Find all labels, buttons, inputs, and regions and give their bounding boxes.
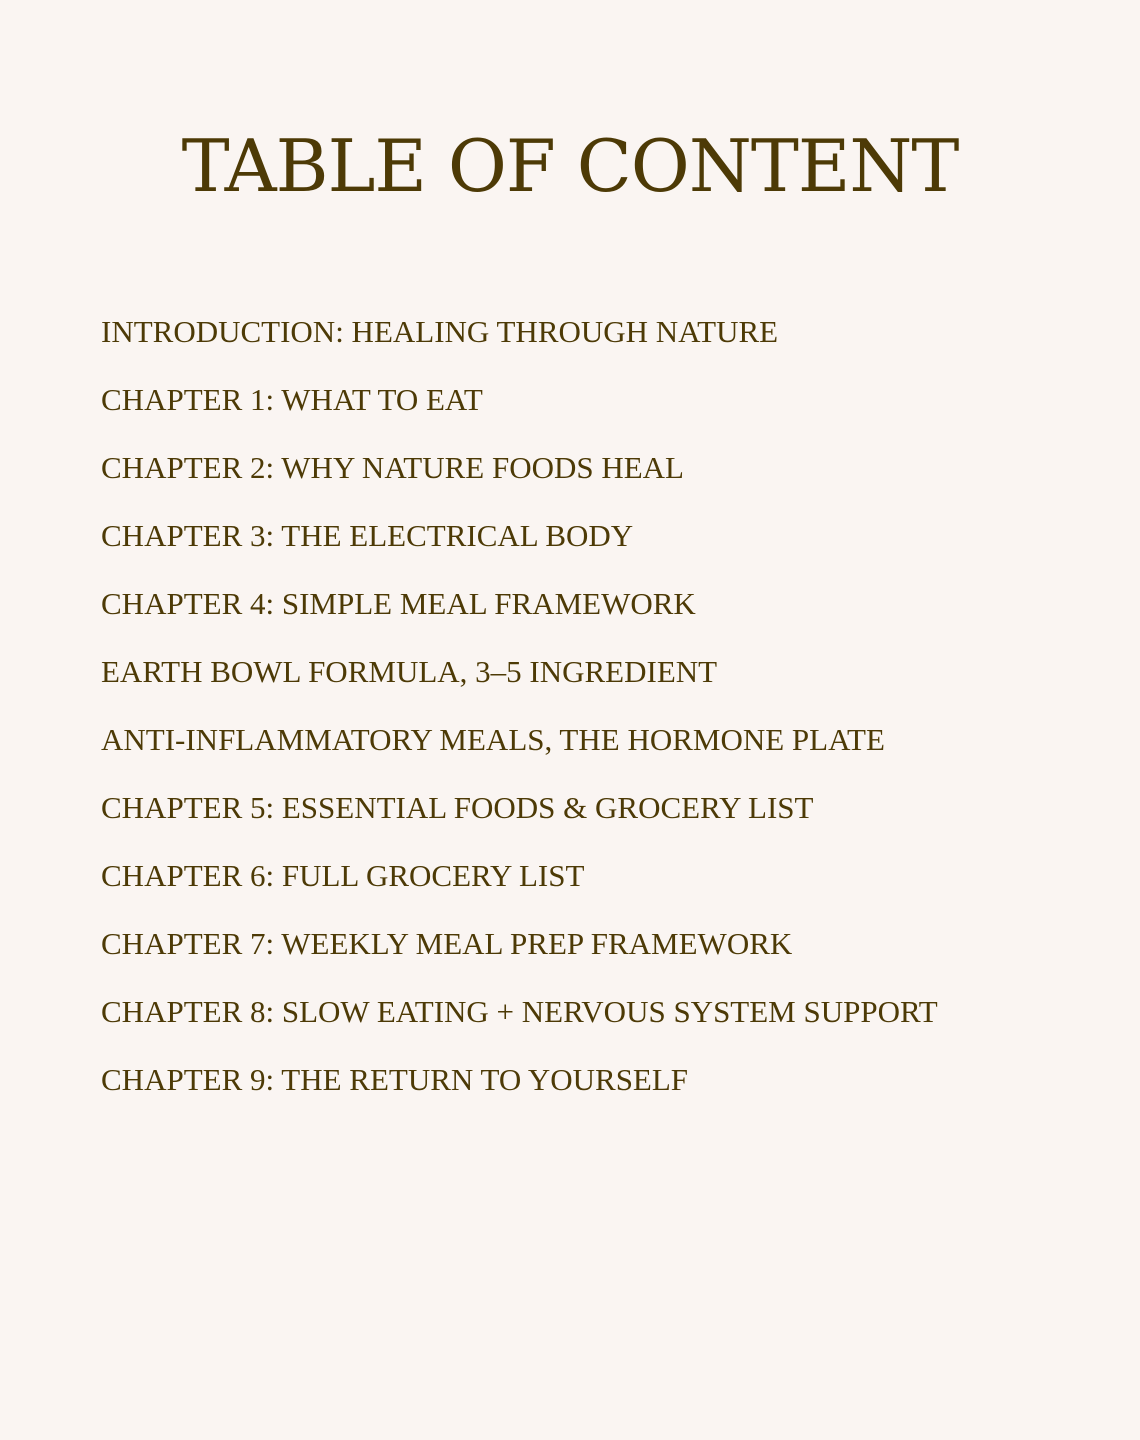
- toc-entry-chapter-9: CHAPTER 9: THE RETURN TO YOURSELF: [101, 1062, 689, 1097]
- toc-entry-earth-bowl: EARTH BOWL FORMULA, 3–5 INGREDIENT: [101, 654, 718, 689]
- toc-entry-chapter-3: CHAPTER 3: THE ELECTRICAL BODY: [101, 518, 634, 553]
- toc-entry-chapter-4: CHAPTER 4: SIMPLE MEAL FRAMEWORK: [101, 586, 696, 621]
- toc-entry-chapter-7: CHAPTER 7: WEEKLY MEAL PREP FRAMEWORK: [101, 926, 793, 961]
- toc-entry-chapter-6: CHAPTER 6: FULL GROCERY LIST: [101, 858, 585, 893]
- toc-entry-introduction: INTRODUCTION: HEALING THROUGH NATURE: [101, 314, 779, 349]
- toc-entry-chapter-8: CHAPTER 8: SLOW EATING + NERVOUS SYSTEM SUPPORT: [101, 994, 938, 1029]
- toc-entry-chapter-5: CHAPTER 5: ESSENTIAL FOODS & GROCERY LIST: [101, 790, 814, 825]
- toc-entry-anti-inflammatory: ANTI-INFLAMMATORY MEALS, THE HORMONE PLATE: [101, 722, 885, 757]
- toc-entry-chapter-2: CHAPTER 2: WHY NATURE FOODS HEAL: [101, 450, 684, 485]
- toc-entry-chapter-1: CHAPTER 1: WHAT TO EAT: [101, 382, 483, 417]
- page-title: TABLE OF CONTENT: [181, 124, 959, 208]
- toc-list: [101, 312, 938, 1128]
